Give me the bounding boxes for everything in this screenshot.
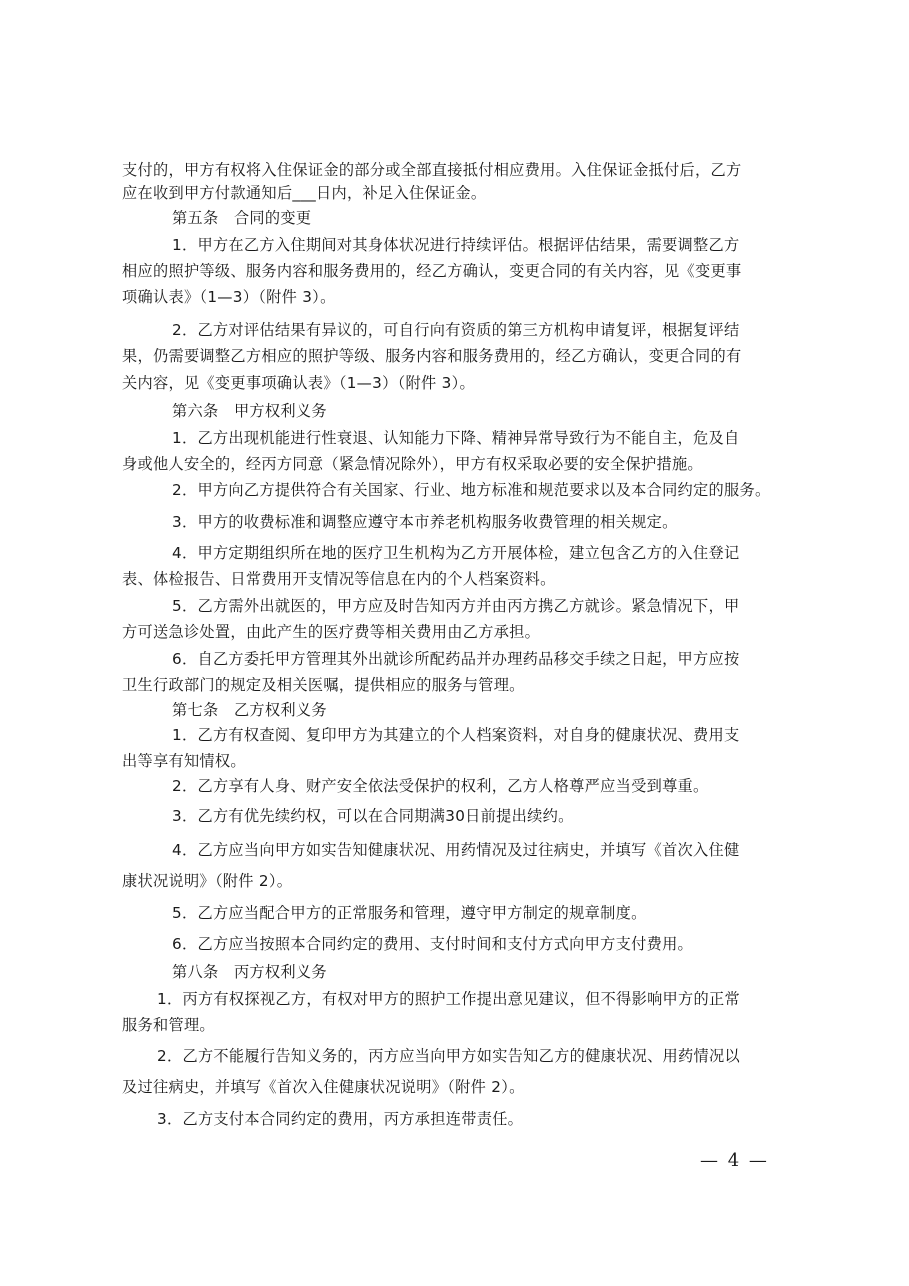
text-line: 4．乙方应当向甲方如实告知健康状况、用药情况及过往病史，并填写《首次入住健 [172,841,740,859]
text-line: 2．乙方享有人身、财产安全依法受保护的权利，乙方人格尊严应当受到尊重。 [172,777,709,795]
text-line: 表、体检报告、日常费用开支情况等信息在内的个人档案资料。 [122,570,556,588]
text-line: 支付的，甲方有权将入住保证金的部分或全部直接抵付相应费用。入住保证金抵付后，乙方 [122,161,742,179]
text-line: 2．乙方对评估结果有异议的，可自行向有资质的第三方机构申请复评，根据复评结 [172,321,740,339]
text-line: 方可送急诊处置，由此产生的医疗费等相关费用由乙方承担。 [122,623,541,641]
text-line: 2．甲方向乙方提供符合有关国家、行业、地方标准和规范要求以及本合同约定的服务。 [172,481,771,499]
section-heading: 第八条 丙方权利义务 [172,963,327,981]
text-line: 及过往病史，并填写《首次入住健康状况说明》（附件 2）。 [122,1078,525,1096]
text-line: 康状况说明》（附件 2）。 [122,872,293,890]
section-heading: 第五条 合同的变更 [172,209,312,227]
text-line: 卫生行政部门的规定及相关医嘱，提供相应的服务与管理。 [122,676,525,694]
section-heading: 第六条 甲方权利义务 [172,402,327,420]
text-line: 1．乙方有权查阅、复印甲方为其建立的个人档案资料，对自身的健康状况、费用支 [172,726,740,744]
text-line: 3．乙方支付本合同约定的费用，丙方承担连带责任。 [157,1110,524,1128]
text-line: 果，仍需要调整乙方相应的照护等级、服务内容和服务费用的，经乙方确认，变更合同的有 [122,347,742,365]
text-line: 项确认表》（1—3）（附件 3）。 [122,288,336,306]
text-line: 1．甲方在乙方入住期间对其身体状况进行持续评估。根据评估结果，需要调整乙方 [172,236,740,254]
text-line: 5．乙方需外出就医的，甲方应及时告知丙方并由丙方携乙方就诊。紧急情况下，甲 [172,597,740,615]
text-line: 关内容，见《变更事项确认表》（1—3）（附件 3）。 [122,374,475,392]
text-line: 6．自乙方委托甲方管理其外出就诊所配药品并办理药品移交手续之日起，甲方应按 [172,650,740,668]
text-line: 相应的照护等级、服务内容和服务费用的，经乙方确认，变更合同的有关内容，见《变更事 [122,262,742,280]
text-line: 1．丙方有权探视乙方，有权对甲方的照护工作提出意见建议，但不得影响甲方的正常 [157,990,740,1008]
text-line: 出等享有知情权。 [122,752,246,770]
text-line: 3．甲方的收费标准和调整应遵守本市养老机构服务收费管理的相关规定。 [172,513,678,531]
text-line: 5．乙方应当配合甲方的正常服务和管理，遵守甲方制定的规章制度。 [172,904,647,922]
text-line: 身或他人安全的，经丙方同意（紧急情况除外），甲方有权采取必要的安全保护措施。 [122,455,703,473]
text-line: 6．乙方应当按照本合同约定的费用、支付时间和支付方式向甲方支付费用。 [172,935,694,953]
page-number: — 4 — [700,1150,769,1171]
text-line: 应在收到甲方付款通知后___日内，补足入住保证金。 [122,184,487,202]
text-line: 4．甲方定期组织所在地的医疗卫生机构为乙方开展体检，建立包含乙方的入住登记 [172,544,740,562]
text-line: 2．乙方不能履行告知义务的，丙方应当向甲方如实告知乙方的健康状况、用药情况以 [157,1047,740,1065]
text-line: 3．乙方有优先续约权，可以在合同期满30日前提出续约。 [172,807,574,825]
section-heading: 第七条 乙方权利义务 [172,701,327,719]
text-line: 服务和管理。 [122,1016,215,1034]
text-line: 1．乙方出现机能进行性衰退、认知能力下降、精神异常导致行为不能自主，危及自 [172,429,740,447]
